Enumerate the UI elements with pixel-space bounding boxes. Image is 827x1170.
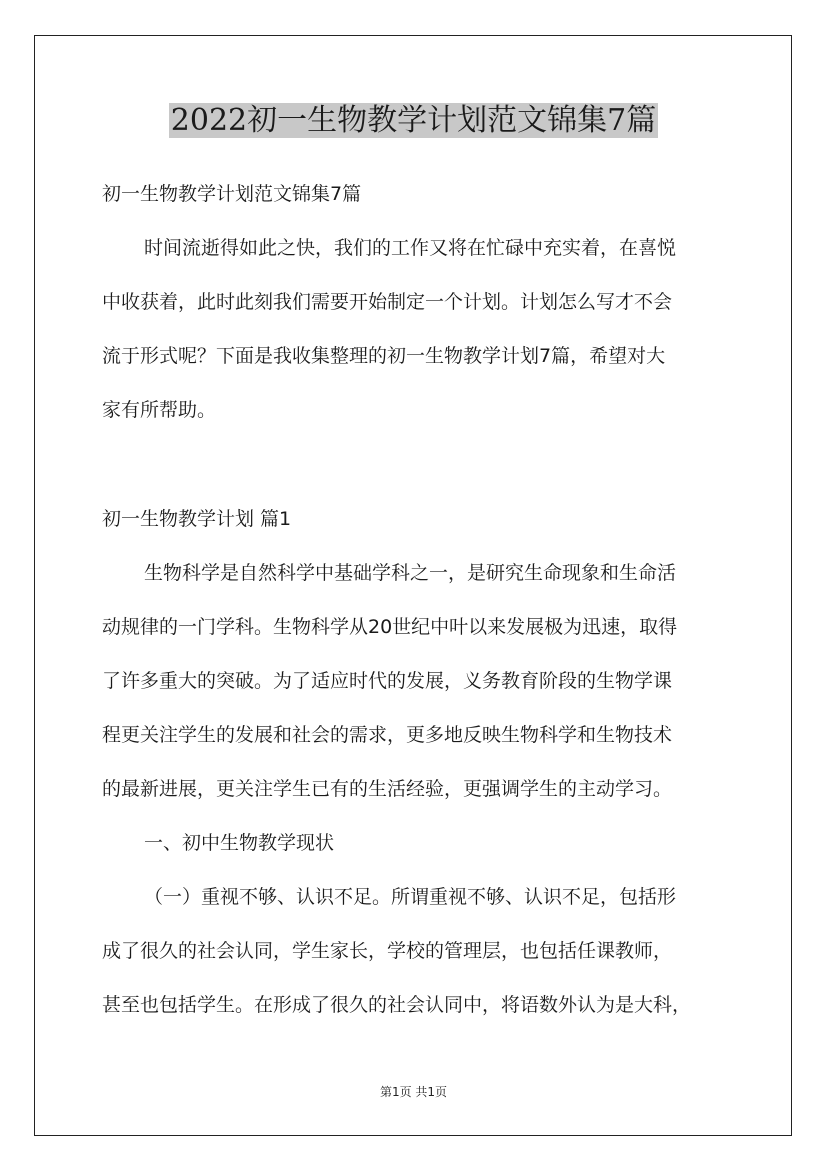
document-subtitle: 初一生物教学计划范文锦集7篇: [102, 183, 362, 205]
section-heading: 初一生物教学计划 篇1: [102, 508, 292, 530]
body-line-8: 甚至也包括学生。在形成了很久的社会认同中，将语数外认为是大科，: [102, 994, 692, 1016]
body-line-6: （一）重视不够、认识不足。所谓重视不够、认识不足，包括形: [144, 886, 677, 908]
intro-line-1: 时间流逝得如此之快，我们的工作又将在忙碌中充实着，在喜悦: [144, 237, 677, 259]
intro-line-4: 家有所帮助。: [102, 399, 217, 421]
body-line-2: 动规律的一门学科。生物科学从20世纪中叶以来发展极为迅速，取得: [102, 616, 678, 638]
intro-line-2: 中收获着，此时此刻我们需要开始制定一个计划。计划怎么写才不会: [102, 291, 673, 313]
body-line-5: 的最新进展，更关注学生已有的生活经验，更强调学生的主动学习。: [102, 778, 673, 800]
body-subheading: 一、初中生物教学现状: [144, 832, 335, 854]
body-line-4: 程更关注学生的发展和社会的需求，更多地反映生物科学和生物技术: [102, 724, 673, 746]
body-line-1: 生物科学是自然科学中基础学科之一，是研究生命现象和生命活: [144, 562, 677, 584]
intro-line-3: 流于形式呢？下面是我收集整理的初一生物教学计划7篇，希望对大: [102, 345, 666, 367]
body-line-3: 了许多重大的突破。为了适应时代的发展，义务教育阶段的生物学课: [102, 670, 673, 692]
document-title: [0, 100, 827, 142]
document-title-text: 2022初一生物教学计划范文锦集7篇: [170, 103, 657, 138]
page-footer: 第1页 共1页: [379, 1085, 448, 1099]
body-line-7: 成了很久的社会认同，学生家长，学校的管理层，也包括任课教师，: [102, 940, 673, 962]
